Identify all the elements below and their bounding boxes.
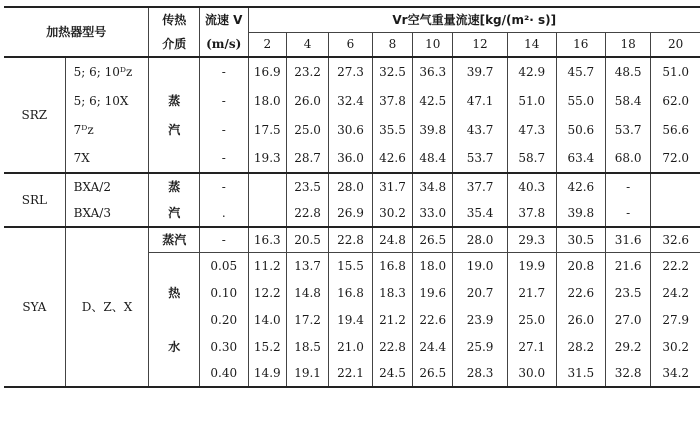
velocity-cell: -	[199, 173, 248, 200]
value-cell: 37.8	[507, 200, 556, 227]
table-row	[4, 57, 700, 86]
header-velocity: 流速 V	[199, 7, 248, 32]
mass-flow-20: 20	[651, 32, 700, 57]
value-cell: 32.5	[372, 57, 412, 86]
value-cell: 51.0	[507, 86, 556, 115]
value-cell: 25.0	[507, 306, 556, 333]
value-cell: 39.8	[556, 200, 605, 227]
value-cell: 15.5	[329, 252, 373, 279]
medium-cell: 蒸	[149, 173, 199, 200]
value-cell: 27.0	[605, 306, 651, 333]
value-cell: 42.9	[507, 57, 556, 86]
value-cell: 40.3	[507, 173, 556, 200]
medium-cell: 汽	[149, 115, 199, 144]
value-cell: 24.8	[372, 227, 412, 252]
value-cell: 48.4	[413, 144, 453, 173]
value-cell: 25.0	[287, 115, 329, 144]
velocity-cell: -	[199, 57, 248, 86]
value-cell: 14.9	[248, 360, 287, 387]
value-cell: 42.5	[413, 86, 453, 115]
mass-flow-4: 4	[287, 32, 329, 57]
header-medium-2: 介质	[149, 32, 199, 57]
value-cell: 17.2	[287, 306, 329, 333]
group-srl: SRL	[4, 173, 65, 227]
value-cell: 27.9	[651, 306, 700, 333]
velocity-cell: -	[199, 86, 248, 115]
medium-cell: 热	[149, 279, 199, 306]
value-cell: 62.0	[651, 86, 700, 115]
mass-flow-18: 18	[605, 32, 651, 57]
velocity-cell: 0.40	[199, 360, 248, 387]
medium-cell: 蒸	[149, 86, 199, 115]
value-cell: 55.0	[556, 86, 605, 115]
value-cell: 58.7	[507, 144, 556, 173]
value-cell: 34.8	[413, 173, 453, 200]
value-cell: 22.8	[329, 227, 373, 252]
model-cell: 5; 6; 10X	[65, 86, 149, 115]
value-cell: 14.8	[287, 279, 329, 306]
value-cell: 23.5	[605, 279, 651, 306]
value-cell: 51.0	[651, 57, 700, 86]
value-cell: 19.1	[287, 360, 329, 387]
value-cell: 28.7	[287, 144, 329, 173]
value-cell: 53.7	[605, 115, 651, 144]
value-cell: 26.0	[556, 306, 605, 333]
value-cell: 16.8	[329, 279, 373, 306]
velocity-cell: .	[199, 200, 248, 227]
model-cell: 7X	[65, 144, 149, 173]
medium-cell	[149, 360, 199, 387]
value-cell: 29.3	[507, 227, 556, 252]
value-cell: 22.8	[287, 200, 329, 227]
mass-flow-12: 12	[453, 32, 507, 57]
value-cell: 68.0	[605, 144, 651, 173]
value-cell: 30.2	[651, 333, 700, 360]
table-row	[4, 86, 700, 115]
value-cell: 35.5	[372, 115, 412, 144]
value-cell: 16.8	[372, 252, 412, 279]
value-cell: 26.9	[329, 200, 373, 227]
value-cell: 22.2	[651, 252, 700, 279]
value-cell: 26.5	[413, 360, 453, 387]
table-row	[4, 144, 700, 173]
value-cell: 32.4	[329, 86, 373, 115]
table-row	[4, 173, 700, 200]
velocity-cell: 0.30	[199, 333, 248, 360]
value-cell: 48.5	[605, 57, 651, 86]
value-cell: 37.8	[372, 86, 412, 115]
value-cell: 21.2	[372, 306, 412, 333]
value-cell: 22.1	[329, 360, 373, 387]
value-cell: 30.6	[329, 115, 373, 144]
value-cell	[651, 200, 700, 227]
value-cell: 21.0	[329, 333, 373, 360]
value-cell: 19.0	[453, 252, 507, 279]
value-cell: 39.7	[453, 57, 507, 86]
mass-flow-8: 8	[372, 32, 412, 57]
medium-cell: 汽	[149, 200, 199, 227]
value-cell: 31.7	[372, 173, 412, 200]
model-cell: 7ᴰz	[65, 115, 149, 144]
value-cell: 18.0	[248, 86, 287, 115]
value-cell: 20.5	[287, 227, 329, 252]
value-cell: 36.3	[413, 57, 453, 86]
velocity-cell: 0.05	[199, 252, 248, 279]
value-cell: 13.7	[287, 252, 329, 279]
value-cell: 24.5	[372, 360, 412, 387]
velocity-cell: -	[199, 144, 248, 173]
value-cell: 21.6	[605, 252, 651, 279]
value-cell: 23.5	[287, 173, 329, 200]
value-cell: 20.7	[453, 279, 507, 306]
mass-flow-2: 2	[248, 32, 287, 57]
value-cell: 31.5	[556, 360, 605, 387]
value-cell: 30.0	[507, 360, 556, 387]
value-cell: -	[605, 200, 651, 227]
value-cell: 21.7	[507, 279, 556, 306]
mass-flow-10: 10	[413, 32, 453, 57]
value-cell: 22.6	[413, 306, 453, 333]
value-cell: 18.0	[413, 252, 453, 279]
mass-flow-6: 6	[329, 32, 373, 57]
group-srz: SRZ	[4, 57, 65, 173]
value-cell: 43.7	[453, 115, 507, 144]
header-velocity-unit: (m/s)	[199, 32, 248, 57]
value-cell: 30.2	[372, 200, 412, 227]
value-cell: 33.0	[413, 200, 453, 227]
value-cell: 28.0	[453, 227, 507, 252]
model-cell: D、Z、X	[65, 227, 149, 387]
model-cell: 5; 6; 10ᴰz	[65, 57, 149, 86]
value-cell: 19.9	[507, 252, 556, 279]
value-cell: 42.6	[556, 173, 605, 200]
value-cell: 23.9	[453, 306, 507, 333]
value-cell: 25.9	[453, 333, 507, 360]
value-cell: 58.4	[605, 86, 651, 115]
value-cell: 26.5	[413, 227, 453, 252]
value-cell: 24.2	[651, 279, 700, 306]
value-cell: 22.8	[372, 333, 412, 360]
value-cell: 24.4	[413, 333, 453, 360]
value-cell: 29.2	[605, 333, 651, 360]
header-mass-flow: Vr空气重量流速[kg/(m²· s)]	[248, 7, 700, 32]
value-cell: 11.2	[248, 252, 287, 279]
value-cell: 18.5	[287, 333, 329, 360]
mass-flow-16: 16	[556, 32, 605, 57]
value-cell: 16.3	[248, 227, 287, 252]
value-cell: 17.5	[248, 115, 287, 144]
velocity-cell: -	[199, 115, 248, 144]
value-cell: 32.8	[605, 360, 651, 387]
medium-cell	[149, 57, 199, 86]
value-cell: 45.7	[556, 57, 605, 86]
table-row	[4, 227, 700, 252]
value-cell: 63.4	[556, 144, 605, 173]
velocity-cell: -	[199, 227, 248, 252]
value-cell: 35.4	[453, 200, 507, 227]
value-cell: 18.3	[372, 279, 412, 306]
value-cell: 16.9	[248, 57, 287, 86]
value-cell: 28.2	[556, 333, 605, 360]
value-cell: 23.2	[287, 57, 329, 86]
value-cell	[651, 173, 700, 200]
medium-cell	[149, 306, 199, 333]
value-cell: 56.6	[651, 115, 700, 144]
value-cell: 27.3	[329, 57, 373, 86]
medium-cell	[149, 252, 199, 279]
heat-transfer-table	[4, 6, 700, 388]
value-cell: 30.5	[556, 227, 605, 252]
value-cell: 22.6	[556, 279, 605, 306]
value-cell: 32.6	[651, 227, 700, 252]
value-cell: 27.1	[507, 333, 556, 360]
value-cell	[248, 200, 287, 227]
model-cell: BXA/2	[65, 173, 149, 200]
velocity-cell: 0.10	[199, 279, 248, 306]
header-model: 加热器型号	[4, 7, 149, 57]
value-cell: 15.2	[248, 333, 287, 360]
mass-flow-14: 14	[507, 32, 556, 57]
value-cell: 47.3	[507, 115, 556, 144]
value-cell: 20.8	[556, 252, 605, 279]
medium-cell: 水	[149, 333, 199, 360]
header-medium: 传热	[149, 7, 199, 32]
value-cell: 50.6	[556, 115, 605, 144]
value-cell: 28.0	[329, 173, 373, 200]
value-cell: -	[605, 173, 651, 200]
value-cell: 26.0	[287, 86, 329, 115]
value-cell: 19.4	[329, 306, 373, 333]
value-cell: 39.8	[413, 115, 453, 144]
table-row	[4, 115, 700, 144]
medium-cell	[149, 144, 199, 173]
value-cell: 37.7	[453, 173, 507, 200]
value-cell: 47.1	[453, 86, 507, 115]
value-cell: 72.0	[651, 144, 700, 173]
velocity-cell: 0.20	[199, 306, 248, 333]
table-row	[4, 200, 700, 227]
value-cell: 19.3	[248, 144, 287, 173]
value-cell: 36.0	[329, 144, 373, 173]
value-cell: 28.3	[453, 360, 507, 387]
value-cell: 19.6	[413, 279, 453, 306]
medium-cell: 蒸汽	[149, 227, 199, 252]
value-cell: 42.6	[372, 144, 412, 173]
value-cell: 34.2	[651, 360, 700, 387]
group-sya: SYA	[4, 227, 65, 387]
value-cell: 12.2	[248, 279, 287, 306]
model-cell: BXA/3	[65, 200, 149, 227]
value-cell	[248, 173, 287, 200]
value-cell: 53.7	[453, 144, 507, 173]
value-cell: 14.0	[248, 306, 287, 333]
value-cell: 31.6	[605, 227, 651, 252]
